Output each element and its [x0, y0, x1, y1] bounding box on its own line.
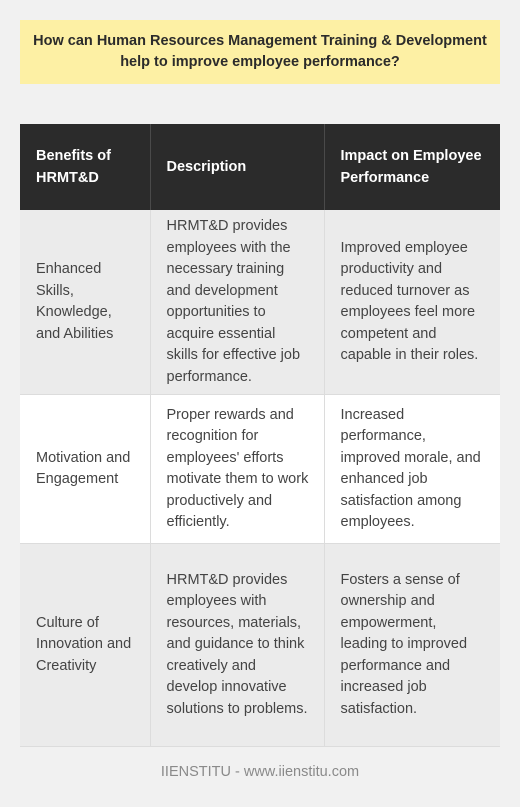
page-title-text: How can Human Resources Management Training & Development help to improve employee performance?: [33, 33, 487, 70]
cell-description: Proper rewards and recognition for employees' efforts motivate them to work productively and efficiently.: [150, 395, 324, 544]
benefits-table: [20, 124, 500, 747]
table-row: [20, 210, 500, 395]
table-row: [20, 395, 500, 544]
cell-impact: Increased performance, improved morale, and enhanced job satisfaction among employees.: [324, 395, 500, 544]
cell-description: HRMT&D provides employees with the necessary training and development opportunities to acquire essential skills for effective job performance.: [150, 210, 324, 395]
header-description: Description: [150, 124, 324, 210]
cell-impact: Improved employee productivity and reduced turnover as employees feel more competent and capable in their roles.: [324, 210, 500, 395]
header-impact: Impact on Employee Performance: [324, 124, 500, 210]
cell-benefit: Motivation and Engagement: [20, 395, 150, 544]
cell-benefit: Enhanced Skills, Knowledge, and Abilities: [20, 210, 150, 395]
footer-credit: IIENSTITU - www.iienstitu.com: [160, 764, 360, 780]
table-row: [20, 544, 500, 747]
cell-description: HRMT&D provides employees with resources, materials, and guidance to think creatively and develop innovative solutions to problems.: [150, 544, 324, 747]
table-header-row: [20, 124, 500, 210]
header-benefits: Benefits of HRMT&D: [20, 124, 150, 210]
cell-benefit: Culture of Innovation and Creativity: [20, 544, 150, 747]
cell-impact: Fosters a sense of ownership and empowerment, leading to improved performance and increased job satisfaction.: [324, 544, 500, 747]
page-title: [20, 20, 500, 84]
